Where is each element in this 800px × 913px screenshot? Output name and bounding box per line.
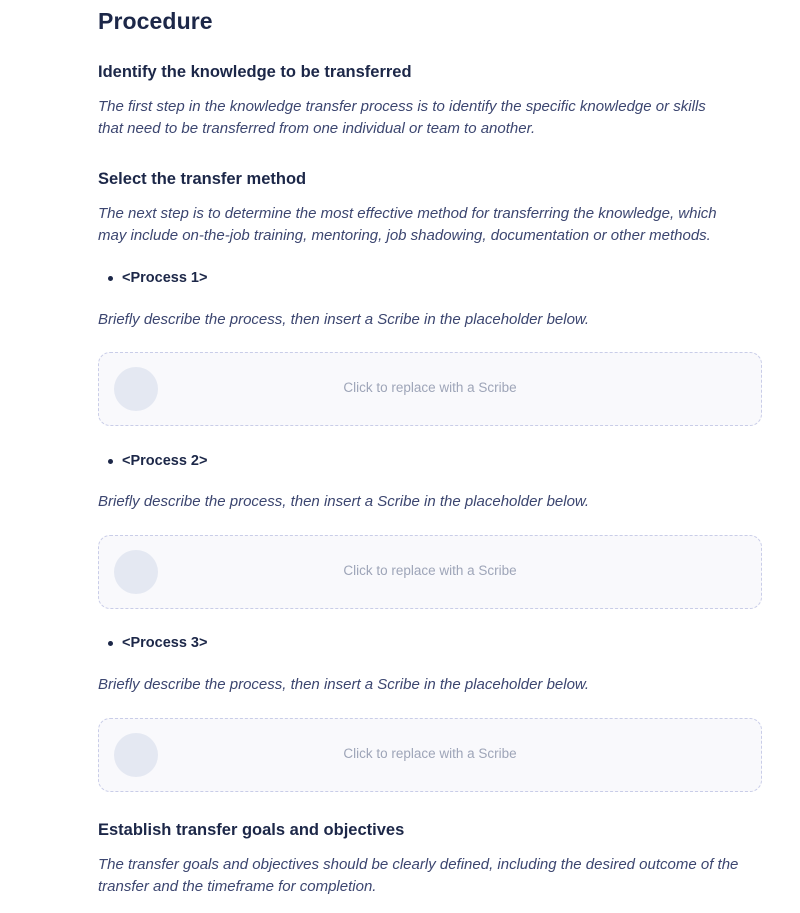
- process-bullet-1: [98, 270, 207, 286]
- scribe-placeholder-label: Click to replace with a Scribe: [343, 563, 517, 578]
- text-line: may include on-the-job training, mentoring, job shadowing, documentation or other methods.: [98, 227, 711, 244]
- section-heading-identify: Identify the knowledge to be transferred: [98, 63, 412, 81]
- text-line: The next step is to determine the most effective method for transferring the knowledge, which: [98, 205, 717, 222]
- scribe-placeholder-2[interactable]: [98, 535, 762, 609]
- text-line: The transfer goals and objectives should be clearly defined, including the desired outcome of the: [98, 856, 739, 873]
- process-label: <Process 3>: [122, 635, 208, 651]
- section-text-establish: [98, 854, 762, 898]
- bullet-icon: [108, 276, 113, 281]
- scribe-placeholder-label: Click to replace with a Scribe: [343, 746, 517, 761]
- process-description-2: Briefly describe the process, then insert a Scribe in the placeholder below.: [98, 493, 590, 510]
- process-bullet-2: [98, 453, 207, 469]
- section-heading-establish: Establish transfer goals and objectives: [98, 821, 405, 839]
- bullet-icon: [108, 641, 113, 646]
- text-line: The first step in the knowledge transfer process is to identify the specific knowledge or skills: [98, 98, 706, 115]
- section-heading-select: Select the transfer method: [98, 170, 307, 188]
- process-description-1: Briefly describe the process, then insert a Scribe in the placeholder below.: [98, 311, 590, 328]
- scribe-placeholder-1[interactable]: [98, 352, 762, 426]
- text-line: transfer and the timeframe for completion.: [98, 878, 377, 895]
- section-text-select: [98, 203, 762, 247]
- process-bullet-3: [98, 635, 207, 651]
- scribe-placeholder-label: Click to replace with a Scribe: [343, 380, 517, 395]
- process-description-3: Briefly describe the process, then insert a Scribe in the placeholder below.: [98, 676, 590, 693]
- text-line: that need to be transferred from one individual or team to another.: [98, 120, 536, 137]
- scribe-placeholder-3[interactable]: [98, 718, 762, 792]
- process-label: <Process 1>: [122, 270, 208, 286]
- page-title: Procedure: [98, 8, 213, 34]
- process-label: <Process 2>: [122, 453, 208, 469]
- section-text-identify: [98, 96, 762, 140]
- bullet-icon: [108, 459, 113, 464]
